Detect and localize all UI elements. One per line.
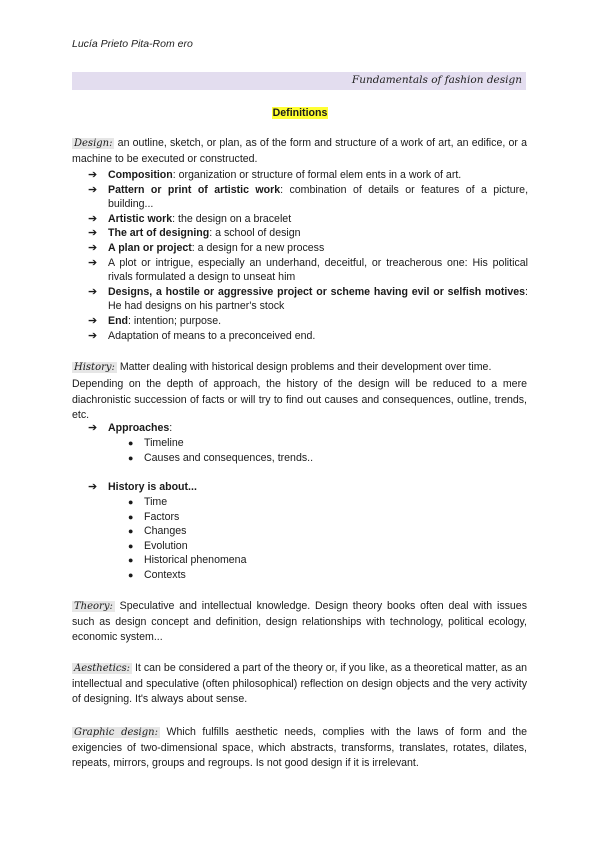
theory-paragraph bbox=[72, 599, 527, 646]
history-about-label: History is about... bbox=[108, 481, 197, 493]
arrow-icon: ➔ bbox=[88, 285, 98, 298]
aesthetics-paragraph bbox=[72, 661, 527, 708]
approaches-suffix: : bbox=[169, 422, 173, 434]
list-item bbox=[88, 480, 528, 495]
item-text: : He had designs on his partner's stock bbox=[108, 285, 528, 313]
list-item bbox=[126, 553, 246, 568]
bullet-icon: ● bbox=[128, 497, 134, 507]
list-item bbox=[88, 421, 528, 436]
item-bold: End bbox=[108, 314, 129, 327]
item-text: Contexts bbox=[144, 568, 186, 581]
item-text: Adaptation of means to a preconceived end. bbox=[108, 329, 316, 342]
aesthetics-term: Aesthetics: bbox=[74, 663, 130, 674]
history-term: History: bbox=[74, 362, 115, 373]
page-heading bbox=[0, 107, 600, 119]
item-bold: Pattern or print of artistic work bbox=[108, 183, 281, 196]
history-paragraph-2 bbox=[72, 377, 527, 424]
item-text: Historical phenomena bbox=[144, 554, 247, 567]
list-item bbox=[88, 212, 528, 227]
item-text: : organization or structure of formal elem ents in a work of art. bbox=[172, 169, 462, 181]
item-text: : intention; purpose. bbox=[128, 314, 222, 327]
list-item bbox=[126, 436, 313, 451]
list-item bbox=[126, 451, 313, 466]
history-about-list bbox=[88, 480, 528, 495]
history-about-bullets bbox=[126, 495, 246, 583]
bullet-icon: ● bbox=[128, 555, 134, 566]
item-text: Causes and consequences, trends.. bbox=[144, 451, 314, 464]
item-text: : a design for a new process bbox=[191, 241, 325, 254]
course-header-bar bbox=[72, 72, 526, 90]
arrow-icon: ➔ bbox=[88, 212, 98, 225]
arrow-icon: ➔ bbox=[88, 183, 98, 196]
design-list bbox=[88, 168, 528, 343]
list-item bbox=[88, 256, 528, 285]
graphic-design-text: Which fulfills aesthetic needs, complies with the laws of form and the exigencies of two-dimensional space, which abstracts, transforms, translates, rotates, dilates, repeats, mirrors, groups and regroups. Is not good design if it is irrelevant. bbox=[72, 726, 527, 769]
list-item bbox=[88, 168, 528, 183]
bullet-icon: ● bbox=[128, 569, 134, 580]
item-text: : the design on a bracelet bbox=[172, 212, 292, 225]
approaches-list bbox=[88, 421, 528, 436]
bullet-icon: ● bbox=[128, 540, 134, 551]
arrow-icon: ➔ bbox=[88, 241, 98, 254]
graphic-design-paragraph bbox=[72, 725, 527, 772]
item-bold: Designs, a hostile or aggressive project or scheme having evil or selfish motives bbox=[108, 285, 526, 298]
theory-term: Theory: bbox=[74, 601, 113, 612]
design-term: Design: bbox=[74, 138, 113, 149]
approaches-bullets bbox=[126, 436, 313, 465]
history-text: Matter dealing with historical design problems and their development over time. bbox=[116, 361, 492, 373]
design-paragraph bbox=[72, 136, 527, 167]
bullet-icon: ● bbox=[128, 526, 134, 537]
arrow-icon: ➔ bbox=[88, 256, 98, 269]
approaches-label: Approaches bbox=[108, 422, 170, 434]
arrow-icon: ➔ bbox=[88, 314, 98, 327]
course-title: Fundamentals of fashion design bbox=[351, 74, 522, 86]
arrow-icon: ➔ bbox=[88, 422, 98, 434]
item-text: Timeline bbox=[144, 437, 184, 449]
item-text: Factors bbox=[144, 510, 180, 523]
arrow-icon: ➔ bbox=[88, 169, 98, 181]
item-text: Changes bbox=[144, 525, 187, 538]
item-bold: A plan or project bbox=[108, 241, 192, 254]
item-bold: Composition bbox=[108, 169, 173, 181]
item-text: Time bbox=[144, 496, 168, 508]
bullet-icon: ● bbox=[128, 511, 134, 522]
history-text-2: Depending on the depth of approach, the history of the design will be reduced to a mere diachronistic succession of facts or will try to find out causes and consequences, outline, trends, etc. bbox=[72, 378, 527, 421]
item-text: : combination of details or features of a picture, building... bbox=[108, 183, 529, 211]
list-item bbox=[126, 524, 246, 539]
item-text: : a school of design bbox=[209, 227, 301, 240]
list-item bbox=[126, 495, 246, 510]
bullet-icon: ● bbox=[128, 438, 134, 448]
graphic-design-term: Graphic design: bbox=[74, 727, 158, 738]
list-item bbox=[88, 329, 528, 344]
arrow-icon: ➔ bbox=[88, 329, 98, 342]
arrow-icon: ➔ bbox=[88, 481, 98, 493]
theory-text: Speculative and intellectual knowledge. Design theory books often deal with issues such as design concept and definition, design relationships with technology, political ecology, economic system... bbox=[72, 600, 527, 643]
page-heading-text: Definitions bbox=[272, 107, 328, 119]
item-bold: Artistic work bbox=[108, 212, 173, 225]
author-name: Lucía Prieto Pita-Rom ero bbox=[72, 38, 193, 50]
list-item bbox=[126, 539, 246, 554]
bullet-icon: ● bbox=[128, 452, 134, 463]
list-item bbox=[88, 226, 528, 241]
list-item bbox=[88, 241, 528, 256]
list-item bbox=[88, 183, 528, 212]
aesthetics-text: It can be considered a part of the theory or, if you like, as a theoretical matter, as an intellectual and speculative (often philosophical) reflection on design objects and the very activity of designing. It's always about sense. bbox=[72, 662, 527, 705]
item-text: Evolution bbox=[144, 539, 188, 552]
history-paragraph bbox=[72, 360, 527, 376]
list-item bbox=[88, 285, 528, 314]
list-item bbox=[126, 510, 246, 525]
list-item bbox=[88, 314, 528, 329]
design-text: an outline, sketch, or plan, as of the form and structure of a work of art, an edifice, or a machine to be executed or constructed. bbox=[72, 137, 527, 165]
item-bold: The art of designing bbox=[108, 227, 210, 240]
item-text: A plot or intrigue, especially an underhand, deceitful, or treacherous one: His political rivals formulated a design to unseat him bbox=[108, 256, 528, 284]
list-item bbox=[126, 568, 246, 583]
arrow-icon: ➔ bbox=[88, 227, 98, 240]
